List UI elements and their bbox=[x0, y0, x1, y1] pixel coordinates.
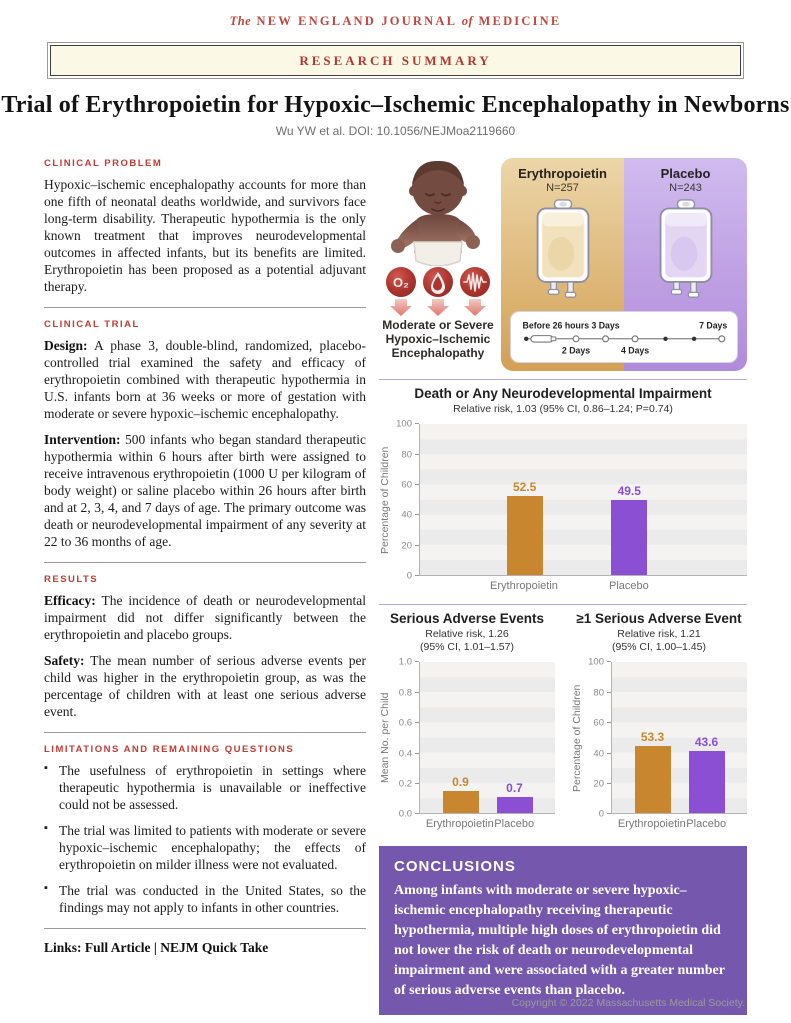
y-axis-label: Mean No. per Child bbox=[379, 693, 391, 784]
intervention-lead: Intervention: bbox=[44, 432, 121, 447]
conclusions-text: Among infants with moderate or severe hypoxic–ischemic encephalopathy receiving therapeutic hypothermia, multiple high doses of erythropoietin did not lower the risk of death or neurodevelopmental impairment and were associated with a greater number of serious adverse events than placebo. bbox=[394, 883, 725, 998]
timeline-label: 7 Days bbox=[699, 320, 728, 331]
page-title: Trial of Erythropoietin for Hypoxic–Ischemic Encephalopathy in Newborns bbox=[1, 92, 790, 118]
bar-placebo bbox=[497, 780, 533, 814]
y-axis-label: Percentage of Children bbox=[379, 446, 391, 554]
chart-subtitle: Relative risk, 1.03 (95% CI, 0.86–1.24; P=0.74) bbox=[453, 403, 673, 415]
oxygen-icon bbox=[386, 267, 416, 297]
intervention-paragraph bbox=[44, 431, 366, 550]
links-separator: | bbox=[153, 940, 157, 955]
chart-serious-adverse-events bbox=[379, 611, 555, 834]
bar-erythropoietin bbox=[635, 730, 671, 813]
quick-take-link[interactable]: NEJM Quick Take bbox=[160, 940, 269, 955]
conclusions-heading: CONCLUSIONS bbox=[394, 858, 516, 876]
section-clinical-problem bbox=[44, 158, 366, 295]
clinical-problem-heading: CLINICAL PROBLEM bbox=[44, 158, 163, 169]
banner-label: RESEARCH SUMMARY bbox=[299, 53, 492, 68]
bar-value-label: 53.3 bbox=[640, 730, 665, 745]
bar-value-label: 52.5 bbox=[512, 479, 537, 494]
research-summary-banner-inner bbox=[50, 45, 741, 76]
safety-lead: Safety: bbox=[44, 653, 85, 668]
arm-n: N=257 bbox=[546, 182, 579, 194]
condition-line: Encephalopathy bbox=[391, 346, 485, 361]
safety-text: The mean number of serious adverse events per child was higher in the erythropoietin group, as was the percentage of children with at least one serious adverse event. bbox=[44, 653, 366, 719]
trial-infographic bbox=[379, 158, 747, 371]
arm-label: Erythropoietin bbox=[518, 166, 607, 181]
down-arrow-icon bbox=[464, 299, 486, 316]
timeline-label: Before 26 hours bbox=[522, 320, 590, 331]
limitation-item: ▪ The trial was conducted in the United States, so the findings may not apply to infants in other countries. bbox=[44, 882, 366, 916]
bar-erythropoietin bbox=[443, 774, 479, 814]
limitation-item: ▪ The trial was limited to patients with moderate or severe hypoxic–ischemic encephalopathy; the effects of erythropoietin on milder illness were not evaluated. bbox=[44, 822, 366, 873]
section-divider bbox=[44, 732, 366, 733]
y-axis: 0 20 40 60 80 100 bbox=[393, 424, 419, 576]
x-axis-labels bbox=[379, 818, 555, 834]
arm-label: Placebo bbox=[660, 166, 711, 181]
section-divider bbox=[44, 562, 366, 563]
eeg-wave-icon bbox=[460, 267, 490, 297]
down-arrow-icon bbox=[427, 299, 449, 316]
condition-line: Moderate or Severe bbox=[382, 318, 494, 332]
bar-value-label: 49.5 bbox=[617, 484, 641, 499]
conclusions-box bbox=[379, 846, 747, 1014]
efficacy-text: The incidence of death or neurodevelopmental impairment did not differ significantly between the erythropoietin and placebo groups. bbox=[44, 593, 366, 642]
x-category-label: Erythropoietin bbox=[490, 580, 558, 593]
bar-placebo bbox=[689, 734, 725, 814]
condition-line: Hypoxic–Ischemic bbox=[385, 332, 491, 347]
clinical-problem-text: Hypoxic–ischemic encephalopathy accounts for more than one fifth of neonatal deaths worldwide, and survivors face long-term disability. Therapeutic hypothermia is the only known treatment that improves neurodevelopmental outcomes in affected infants, but its benefits are limited. Erythropoietin has been proposed as a potential adjuvant therapy. bbox=[44, 177, 366, 294]
x-category-label: Placebo bbox=[494, 818, 535, 831]
condition-caption bbox=[382, 318, 493, 360]
limitations-list bbox=[44, 762, 366, 916]
bar-erythropoietin bbox=[507, 479, 543, 575]
x-category-label: Placebo bbox=[609, 580, 649, 593]
blood-drop-icon bbox=[423, 267, 453, 297]
plot-area bbox=[419, 662, 555, 814]
links-lead: Links: bbox=[44, 940, 82, 955]
chart-subtitle: Relative risk, 1.26 (95% CI, 1.01–1.57) bbox=[420, 628, 514, 654]
x-axis-labels bbox=[571, 818, 747, 834]
limitations-heading: LIMITATIONS AND REMAINING QUESTIONS bbox=[44, 744, 295, 755]
x-category-label: Placebo bbox=[686, 818, 727, 831]
bar-placebo bbox=[611, 484, 647, 575]
design-text: A phase 3, double-blind, randomized, placebo-controlled trial examined the safety and efficacy of erythropoietin combined with therapeutic hypothermia in U.S. infants born at 36 weeks or more of gestation with moderate or severe hypoxic–ischemic encephalopathy. bbox=[44, 338, 366, 421]
dosing-timeline bbox=[510, 311, 738, 363]
masthead-of: of bbox=[461, 14, 474, 28]
section-results bbox=[44, 574, 366, 720]
figure-column bbox=[379, 158, 747, 1015]
baby-illustration bbox=[382, 158, 494, 266]
masthead-the: The bbox=[229, 14, 252, 28]
down-arrow-icon bbox=[390, 299, 412, 316]
byline: Wu YW et al. DOI: 10.1056/NEJMoa2119660 bbox=[275, 124, 516, 138]
timeline-label: 3 Days bbox=[591, 320, 620, 331]
svg-text:O₂: O₂ bbox=[393, 275, 409, 290]
figure-divider bbox=[379, 604, 747, 605]
limitation-item: ▪ The usefulness of erythropoietin in settings where therapeutic hypothermia is unavailable or ineffective could not be assessed. bbox=[44, 762, 366, 813]
x-axis-labels bbox=[379, 580, 747, 596]
bar-value-label: 43.6 bbox=[694, 734, 719, 749]
links-line bbox=[44, 940, 366, 956]
plot-area bbox=[419, 424, 747, 576]
cause-icons bbox=[382, 266, 494, 316]
design-lead: Design: bbox=[44, 338, 88, 353]
chart-title: Serious Adverse Events bbox=[389, 611, 545, 627]
journal-masthead bbox=[0, 0, 791, 29]
figure-divider bbox=[379, 379, 747, 380]
y-axis-label: Percentage of Children bbox=[571, 684, 583, 793]
masthead-part1: NEW ENGLAND JOURNAL bbox=[256, 14, 457, 28]
section-clinical-trial bbox=[44, 319, 366, 550]
design-paragraph bbox=[44, 337, 366, 422]
full-article-link[interactable]: Full Article bbox=[84, 940, 151, 955]
results-heading: RESULTS bbox=[44, 574, 99, 585]
section-divider bbox=[44, 307, 366, 308]
syringe-icon bbox=[531, 336, 556, 342]
patient-block bbox=[379, 158, 497, 371]
plot-area bbox=[611, 662, 747, 814]
intervention-text: 500 infants who began standard therapeutic hypothermia within 6 hours after birth were assigned to receive intravenous erythropoietin (1000 U per kilogram of body weight) or saline placebo within 26 hours after birth and at 2, 3, 4, and 7 days of age. The primary outcome was death or neurodevelopmental impairment of any severity at 22 to 36 months of age. bbox=[44, 432, 366, 549]
chart-title: ≥1 Serious Adverse Event bbox=[576, 611, 742, 627]
efficacy-lead: Efficacy: bbox=[44, 593, 96, 608]
text-column bbox=[44, 158, 366, 1015]
y-axis: 0.0 0.2 0.4 0.6 0.8 1.0 bbox=[393, 662, 419, 814]
timeline-label: 4 Days bbox=[620, 345, 650, 356]
section-limitations bbox=[44, 744, 366, 916]
x-category-label: Erythropoietin bbox=[425, 818, 494, 831]
chart-ge1-serious-adverse-event bbox=[571, 611, 747, 834]
iv-bag-icon bbox=[530, 199, 596, 299]
copyright-notice: Copyright © 2022 Massachusetts Medical Society. bbox=[511, 997, 745, 1009]
y-axis: 0 20 40 60 80 100 bbox=[585, 662, 611, 814]
safety-paragraph bbox=[44, 652, 366, 720]
bar-value-label: 0.7 bbox=[506, 780, 523, 795]
chart-death-or-impairment bbox=[379, 386, 747, 596]
treatment-arms-panel bbox=[501, 158, 747, 371]
iv-bag-icon bbox=[653, 199, 719, 299]
x-category-label: Erythropoietin bbox=[617, 818, 686, 831]
timeline-label: 2 Days bbox=[561, 345, 591, 356]
chart-title: Death or Any Neurodevelopmental Impairment bbox=[414, 386, 712, 401]
chart-subtitle: Relative risk, 1.21 (95% CI, 1.00–1.45) bbox=[612, 628, 706, 654]
section-divider bbox=[44, 928, 366, 929]
arm-n: N=243 bbox=[669, 182, 702, 194]
research-summary-banner bbox=[47, 42, 744, 79]
bar-value-label: 0.9 bbox=[452, 774, 469, 789]
efficacy-paragraph bbox=[44, 592, 366, 643]
masthead-part2: MEDICINE bbox=[478, 14, 562, 28]
clinical-trial-heading: CLINICAL TRIAL bbox=[44, 319, 140, 330]
